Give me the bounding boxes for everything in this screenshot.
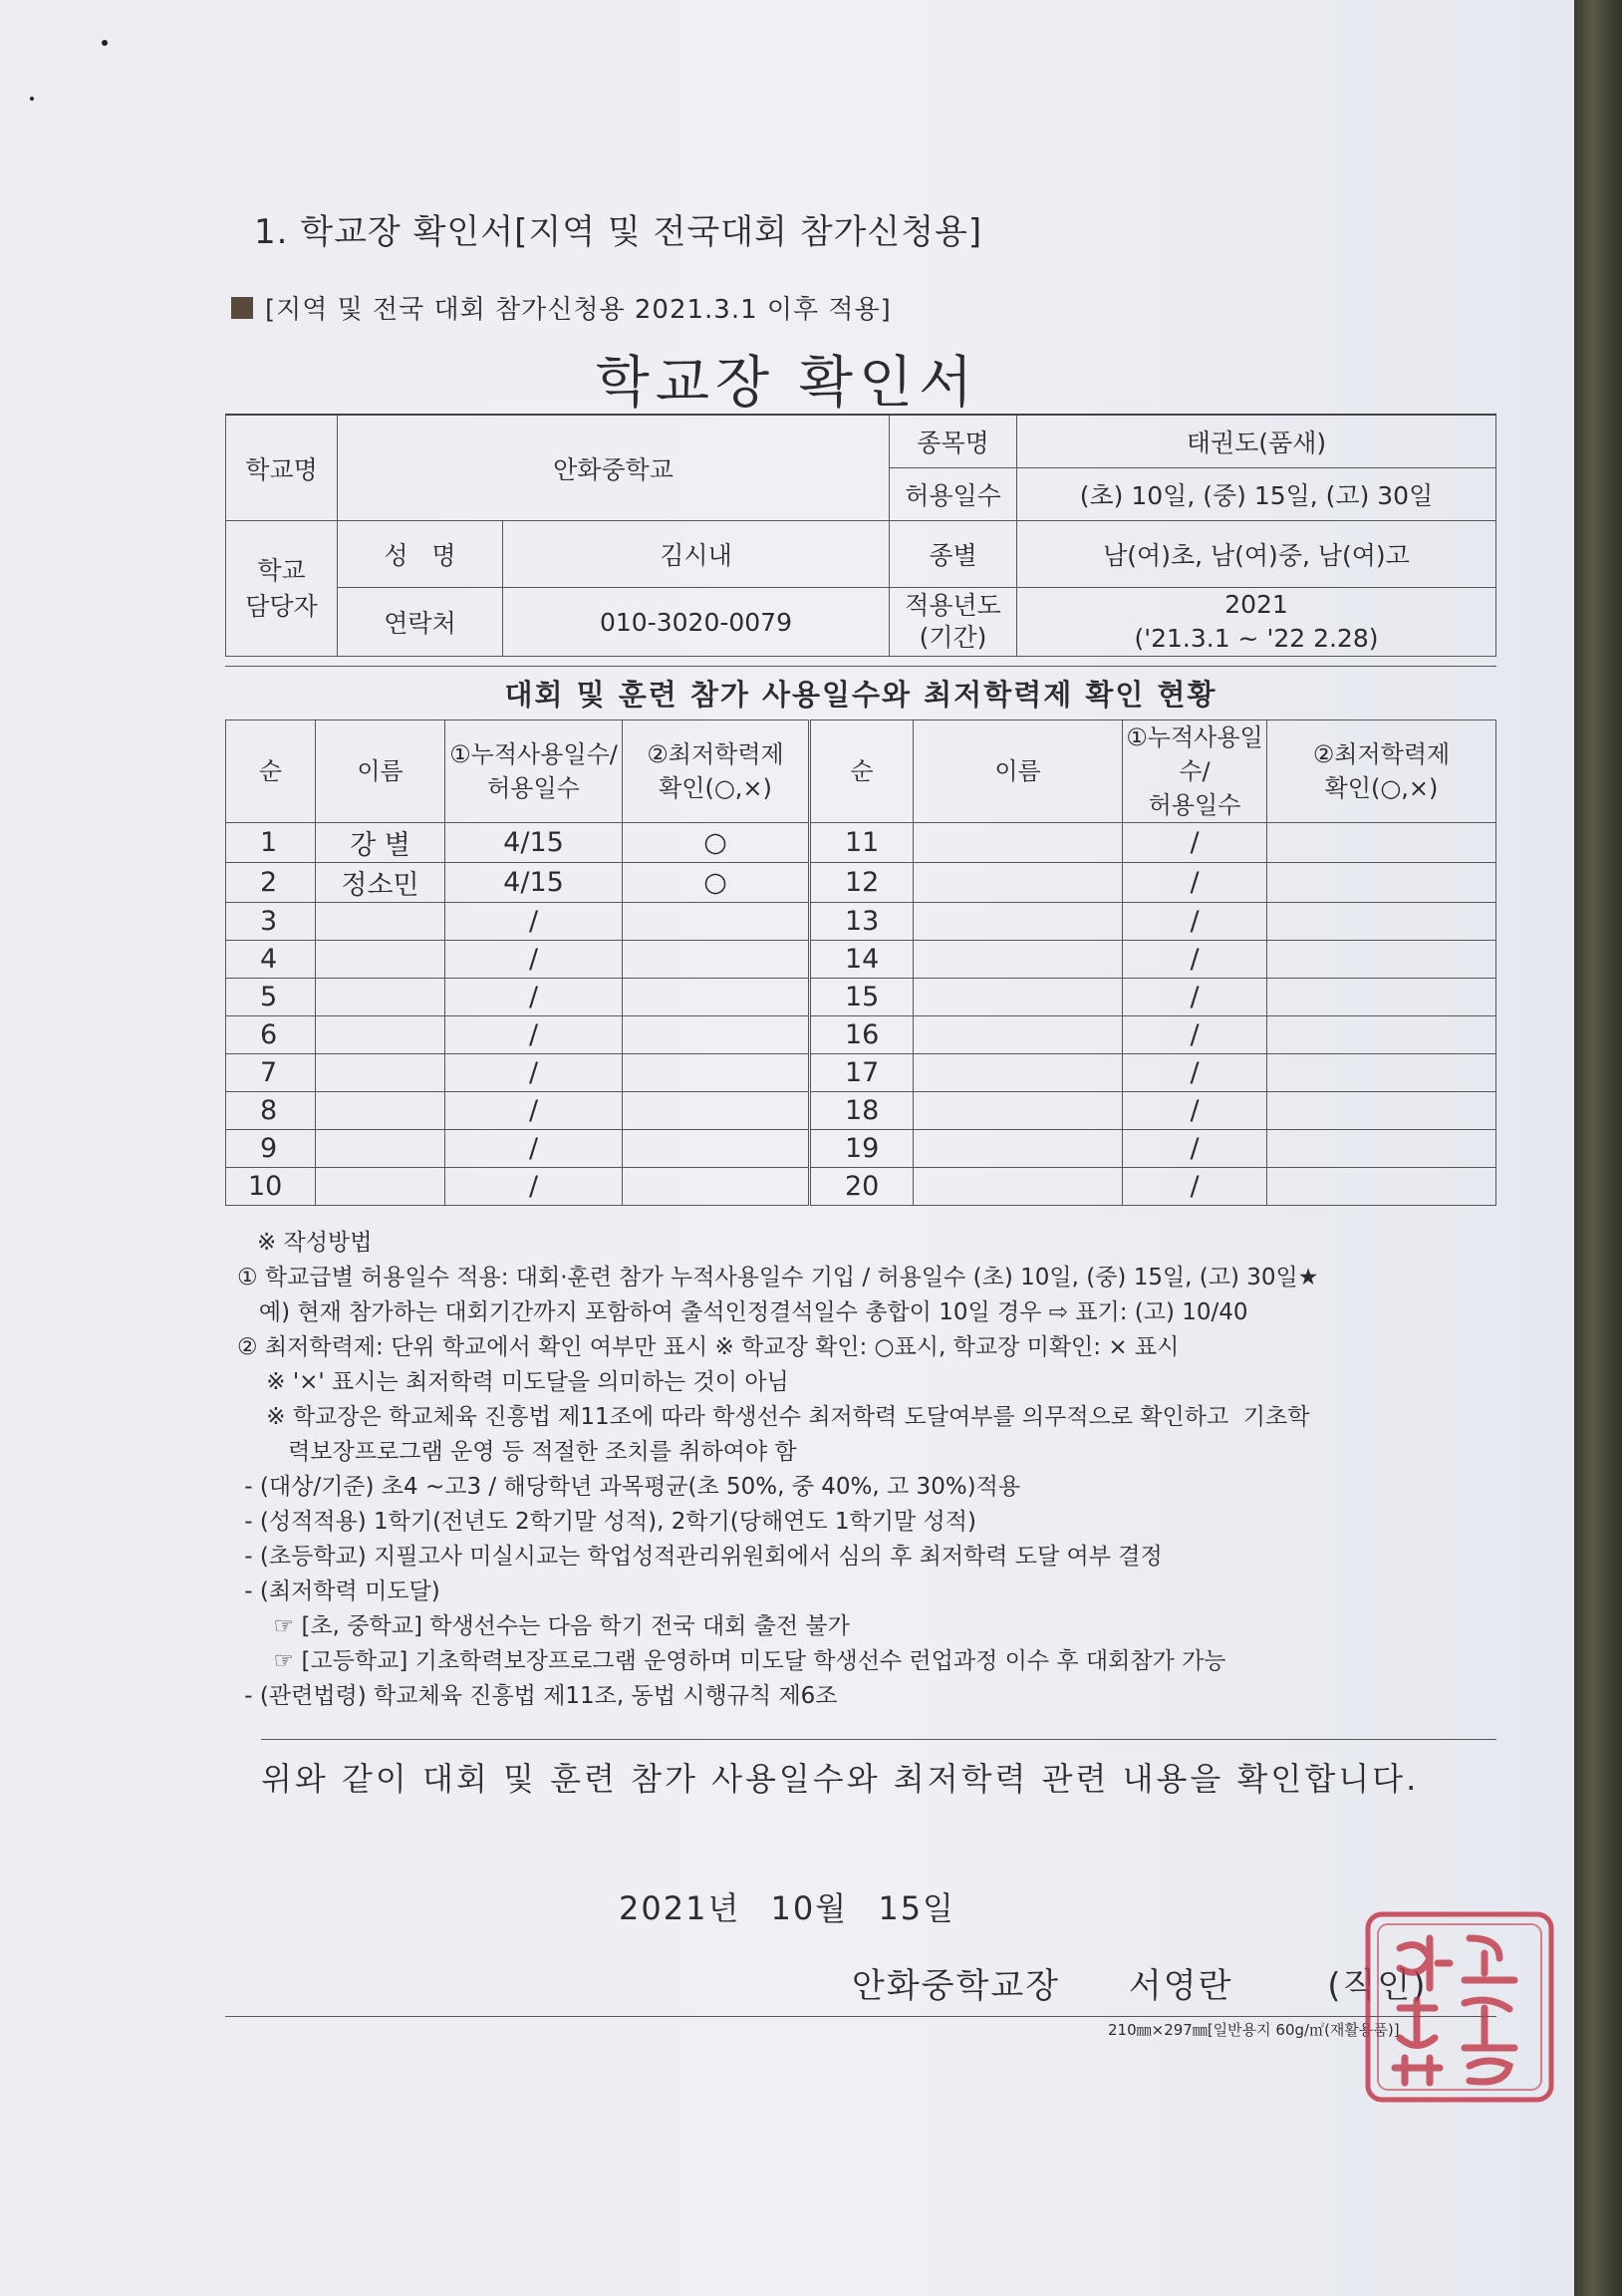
row-check: ○: [623, 823, 810, 863]
notes-title: ※ 작성방법: [257, 1230, 373, 1256]
row-check: [1267, 941, 1496, 979]
row-name: [914, 1016, 1123, 1054]
row-no: 9: [226, 1130, 316, 1168]
event-value: 태권도(품새): [1017, 415, 1496, 468]
note-line: - (대상/기준) 초4 ~고3 / 해당학년 과목평균(초 50%, 중 40%, 고 30%)적용: [237, 1474, 1021, 1500]
row-name: [914, 1168, 1123, 1206]
note-line: ☞ [초, 중학교] 학생선수는 다음 학기 전국 대회 출전 불가: [237, 1613, 850, 1639]
row-check: [623, 1054, 810, 1092]
row-no: 17: [810, 1054, 914, 1092]
row-check: [1267, 1092, 1496, 1130]
row-check: [623, 1092, 810, 1130]
row-check: [1267, 903, 1496, 941]
row-days: /: [445, 903, 623, 941]
row-no: 3: [226, 903, 316, 941]
note-line: ※ '×' 표시는 최저학력 미도달을 의미하는 것이 아님: [237, 1369, 789, 1395]
background-edge: [1574, 0, 1622, 2296]
header-check: ②최저학력제 확인(○,×): [623, 720, 810, 823]
signature-line: [852, 1958, 1427, 2007]
row-days: /: [1123, 941, 1267, 979]
row-check: [623, 941, 810, 979]
row-days: 4/15: [445, 863, 623, 903]
row-days: /: [1123, 903, 1267, 941]
row-check: [623, 1130, 810, 1168]
row-no: 15: [810, 979, 914, 1016]
row-name: [914, 903, 1123, 941]
confirmation-statement: 위와 같이 대회 및 훈련 참가 사용일수와 최저학력 관련 내용을 확인합니다.: [261, 1739, 1496, 1808]
note-line: ① 학교급별 허용일수 적용: 대회·훈련 참가 누적사용일수 기입 / 허용일수 (초) 10일, (중) 15일, (고) 30일★: [237, 1265, 1319, 1291]
row-check: [1267, 979, 1496, 1016]
row-name: [914, 979, 1123, 1016]
header-check: ②최저학력제 확인(○,×): [1267, 720, 1496, 823]
row-name: [914, 1092, 1123, 1130]
contact-label: 연락처: [338, 588, 503, 657]
year-label: 적용년도 (기간): [890, 588, 1017, 657]
header-days: ①누적사용일수/ 허용일수: [445, 720, 623, 823]
row-name: [914, 863, 1123, 903]
row-days: /: [445, 1054, 623, 1092]
gender-value: 남(여)초, 남(여)중, 남(여)고: [1017, 521, 1496, 588]
row-days: /: [445, 1092, 623, 1130]
row-check: [1267, 863, 1496, 903]
row-no: 7: [226, 1054, 316, 1092]
row-no: 10: [226, 1168, 316, 1206]
allowed-value: (초) 10일, (중) 15일, (고) 30일: [1017, 468, 1496, 521]
info-table: [225, 414, 1496, 657]
table-row: [226, 1168, 1496, 1206]
row-name: [914, 1130, 1123, 1168]
row-check: [623, 1016, 810, 1054]
row-no: 20: [810, 1168, 914, 1206]
table-row: [226, 1016, 1496, 1054]
table-row: [226, 1092, 1496, 1130]
row-check: ○: [623, 863, 810, 903]
row-check: [1267, 823, 1496, 863]
subheading-text: [지역 및 전국 대회 참가신청용 2021.3.1 이후 적용]: [265, 295, 892, 325]
row-no: 11: [810, 823, 914, 863]
row-name: [316, 1168, 445, 1206]
row-no: 14: [810, 941, 914, 979]
roster-table: [225, 719, 1496, 1206]
form-heading: 1. 학교장 확인서[지역 및 전국대회 참가신청용]: [254, 212, 983, 252]
row-check: [623, 1168, 810, 1206]
manager-label: 학교 담당자: [226, 521, 338, 657]
row-days: /: [1123, 1054, 1267, 1092]
row-name: 강 별: [316, 823, 445, 863]
name-label: 성 명: [338, 521, 503, 588]
row-days: /: [445, 1168, 623, 1206]
note-line: 력보장프로그램 운영 등 적절한 조치를 취하여야 함: [237, 1439, 797, 1465]
table-row: [226, 1054, 1496, 1092]
roster-title: 대회 및 훈련 참가 사용일수와 최저학력제 확인 현황: [225, 666, 1496, 722]
row-days: /: [1123, 1130, 1267, 1168]
header-no: 순: [810, 720, 914, 823]
row-no: 6: [226, 1016, 316, 1054]
row-days: 4/15: [445, 823, 623, 863]
row-no: 8: [226, 1092, 316, 1130]
row-name: [316, 1016, 445, 1054]
row-no: 4: [226, 941, 316, 979]
row-no: 1: [226, 823, 316, 863]
row-days: /: [1123, 823, 1267, 863]
row-check: [1267, 1054, 1496, 1092]
issue-date: 2021년 10월 15일: [619, 1889, 955, 1927]
row-days: /: [1123, 1168, 1267, 1206]
row-days: /: [445, 1016, 623, 1054]
note-line: ☞ [고등학교] 기초학력보장프로그램 운영하며 미도달 학생선수 런업과정 이수 후 대회참가 가능: [237, 1648, 1226, 1674]
row-name: [316, 941, 445, 979]
official-seal-icon: [1360, 1908, 1559, 2106]
table-row: [226, 823, 1496, 863]
gender-label: 종별: [890, 521, 1017, 588]
row-name: [316, 903, 445, 941]
document-title: 학교장 확인서: [595, 351, 979, 416]
row-name: [316, 1130, 445, 1168]
header-name: 이름: [914, 720, 1123, 823]
row-check: [623, 979, 810, 1016]
school-value: 안화중학교: [338, 415, 890, 521]
note-line: - (성적적용) 1학기(전년도 2학기말 성적), 2학기(당해연도 1학기말 성적): [237, 1509, 976, 1535]
row-name: [914, 823, 1123, 863]
row-check: [1267, 1130, 1496, 1168]
name-value: 김시내: [503, 521, 890, 588]
header-no: 순: [226, 720, 316, 823]
row-no: 16: [810, 1016, 914, 1054]
row-no: 5: [226, 979, 316, 1016]
row-no: 19: [810, 1130, 914, 1168]
note-line: ② 최저학력제: 단위 학교에서 확인 여부만 표시 ※ 학교장 확인: ○표시, 학교장 미확인: × 표시: [237, 1334, 1180, 1360]
seal-placeholder: (직인): [1327, 1966, 1428, 2006]
row-days: /: [1123, 863, 1267, 903]
note-line: - (초등학교) 지필고사 미실시교는 학업성적관리위원회에서 심의 후 최저학력 도달 여부 결정: [237, 1544, 1163, 1570]
school-label: 학교명: [226, 415, 338, 521]
square-bullet-icon: [231, 297, 253, 319]
speck: [102, 40, 108, 46]
note-line: - (관련법령) 학교체육 진흥법 제11조, 동법 시행규칙 제6조: [237, 1683, 838, 1709]
row-name: [914, 1054, 1123, 1092]
speck: [30, 97, 34, 101]
table-row: [226, 1130, 1496, 1168]
row-no: 13: [810, 903, 914, 941]
row-days: /: [445, 979, 623, 1016]
note-line: 예) 현재 참가하는 대회기간까지 포함하여 출석인정결석일수 총합이 10일 경우 ⇨ 표기: (고) 10/40: [237, 1299, 1248, 1325]
row-name: [316, 1092, 445, 1130]
row-days: /: [445, 1130, 623, 1168]
table-row: [226, 863, 1496, 903]
note-line: ※ 학교장은 학교체육 진흥법 제11조에 따라 학생선수 최저학력 도달여부를 의무적으로 확인하고 기초학: [237, 1404, 1310, 1430]
header-name: 이름: [316, 720, 445, 823]
signer-school: 안화중학교장: [852, 1966, 1061, 2006]
allowed-label: 허용일수: [890, 468, 1017, 521]
table-row: [226, 903, 1496, 941]
paper-spec: 210㎜×297㎜[일반용지 60g/㎡(재활용품)]: [1108, 2021, 1400, 2039]
row-check: [1267, 1016, 1496, 1054]
row-days: /: [1123, 1016, 1267, 1054]
year-value: 2021 ('21.3.1 ~ '22 2.28): [1017, 588, 1496, 657]
row-no: 18: [810, 1092, 914, 1130]
footer-rule: [225, 2016, 1496, 2017]
row-days: /: [445, 941, 623, 979]
event-label: 종목명: [890, 415, 1017, 468]
row-name: [914, 941, 1123, 979]
row-no: 2: [226, 863, 316, 903]
row-no: 12: [810, 863, 914, 903]
writing-instructions: [237, 1226, 1318, 1714]
signer-name: 서영란: [1128, 1966, 1233, 2006]
table-row: [226, 941, 1496, 979]
note-line: - (최저학력 미도달): [237, 1578, 440, 1604]
row-name: [316, 979, 445, 1016]
table-row: [226, 979, 1496, 1016]
form-subheading: [231, 289, 892, 326]
row-days: /: [1123, 1092, 1267, 1130]
row-check: [1267, 1168, 1496, 1206]
header-days: ①누적사용일수/ 허용일수: [1123, 720, 1267, 823]
row-name: [316, 1054, 445, 1092]
row-days: /: [1123, 979, 1267, 1016]
row-check: [623, 903, 810, 941]
row-name: 정소민: [316, 863, 445, 903]
contact-value: 010-3020-0079: [503, 588, 890, 657]
